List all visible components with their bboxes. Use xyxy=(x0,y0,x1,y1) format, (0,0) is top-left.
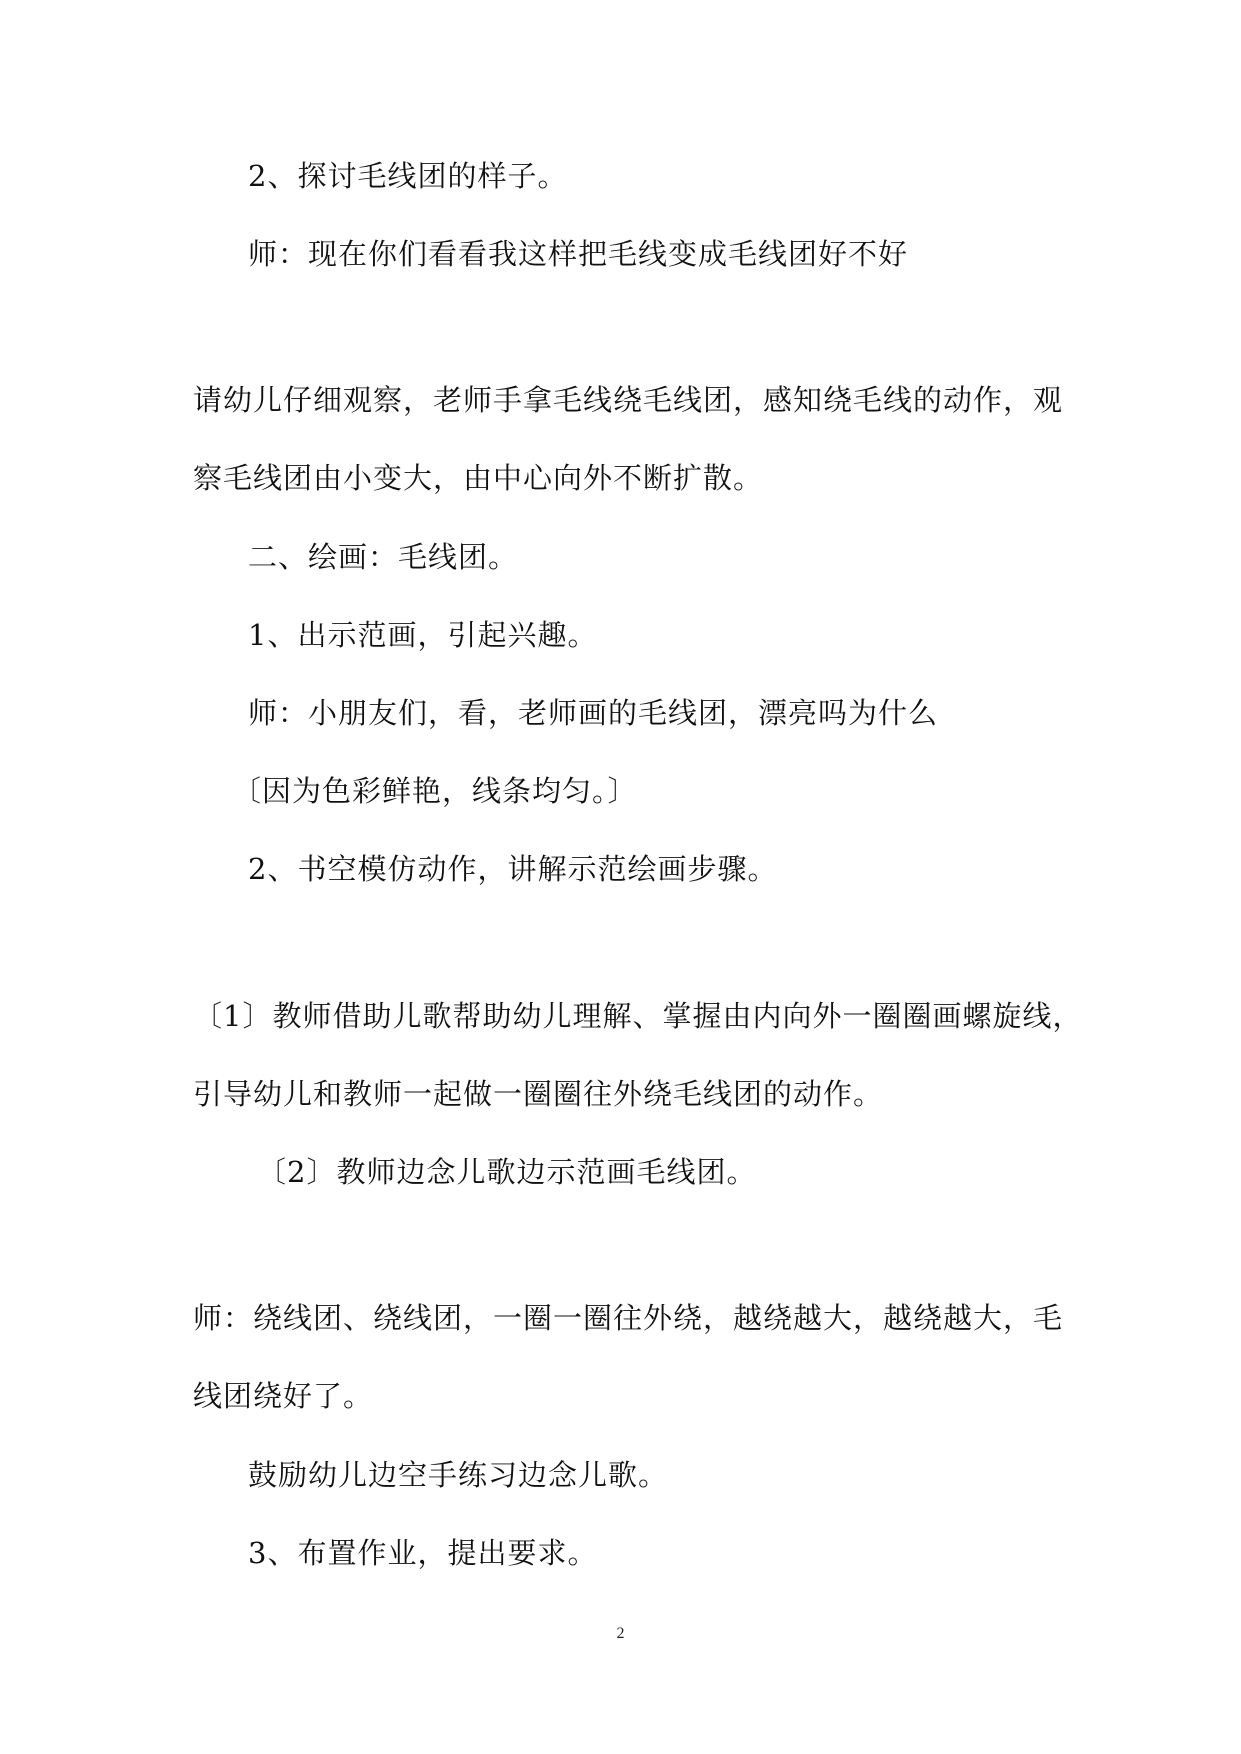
teacher-line: 师：小朋友们，看，老师画的毛线团，漂亮吗为什么 xyxy=(248,696,939,730)
answer-line: 〔因为色彩鲜艳，线条均匀。〕 xyxy=(232,774,638,808)
section-heading: 二、绘画：毛线团。 xyxy=(248,540,519,574)
sub-step-line: 〔2〕教师边念儿歌边示范画毛线团。 xyxy=(257,1155,757,1189)
paragraph-line: 察毛线团由小变大，由中心向外不断扩散。 xyxy=(193,461,764,495)
paragraph-line: 鼓励幼儿边空手练习边念儿歌。 xyxy=(248,1458,669,1492)
step-2-heading: 2、书空模仿动作，讲解示范绘画步骤。 xyxy=(248,852,778,886)
teacher-line: 师：现在你们看看我这样把毛线变成毛线团好不好 xyxy=(248,237,909,271)
page-number: 2 xyxy=(616,1625,625,1642)
step-2-heading: 2、探讨毛线团的样子。 xyxy=(248,159,568,193)
step-1-heading: 1、出示范画，引起兴趣。 xyxy=(248,618,598,652)
rhyme-line: 师：绕线团、绕线团，一圈一圈往外绕，越绕越大，越绕越大，毛 xyxy=(193,1301,1064,1335)
step-3-heading: 3、布置作业，提出要求。 xyxy=(248,1536,598,1570)
rhyme-line: 线团绕好了。 xyxy=(193,1379,374,1413)
paragraph-line: 〔1〕教师借助儿歌帮助幼儿理解、掌握由内向外一圈圈画螺旋线， xyxy=(193,999,1083,1033)
paragraph-line: 引导幼儿和教师一起做一圈圈往外绕毛线团的动作。 xyxy=(193,1077,884,1111)
paragraph-line: 请幼儿仔细观察，老师手拿毛线绕毛线团，感知绕毛线的动作，观 xyxy=(193,383,1064,417)
